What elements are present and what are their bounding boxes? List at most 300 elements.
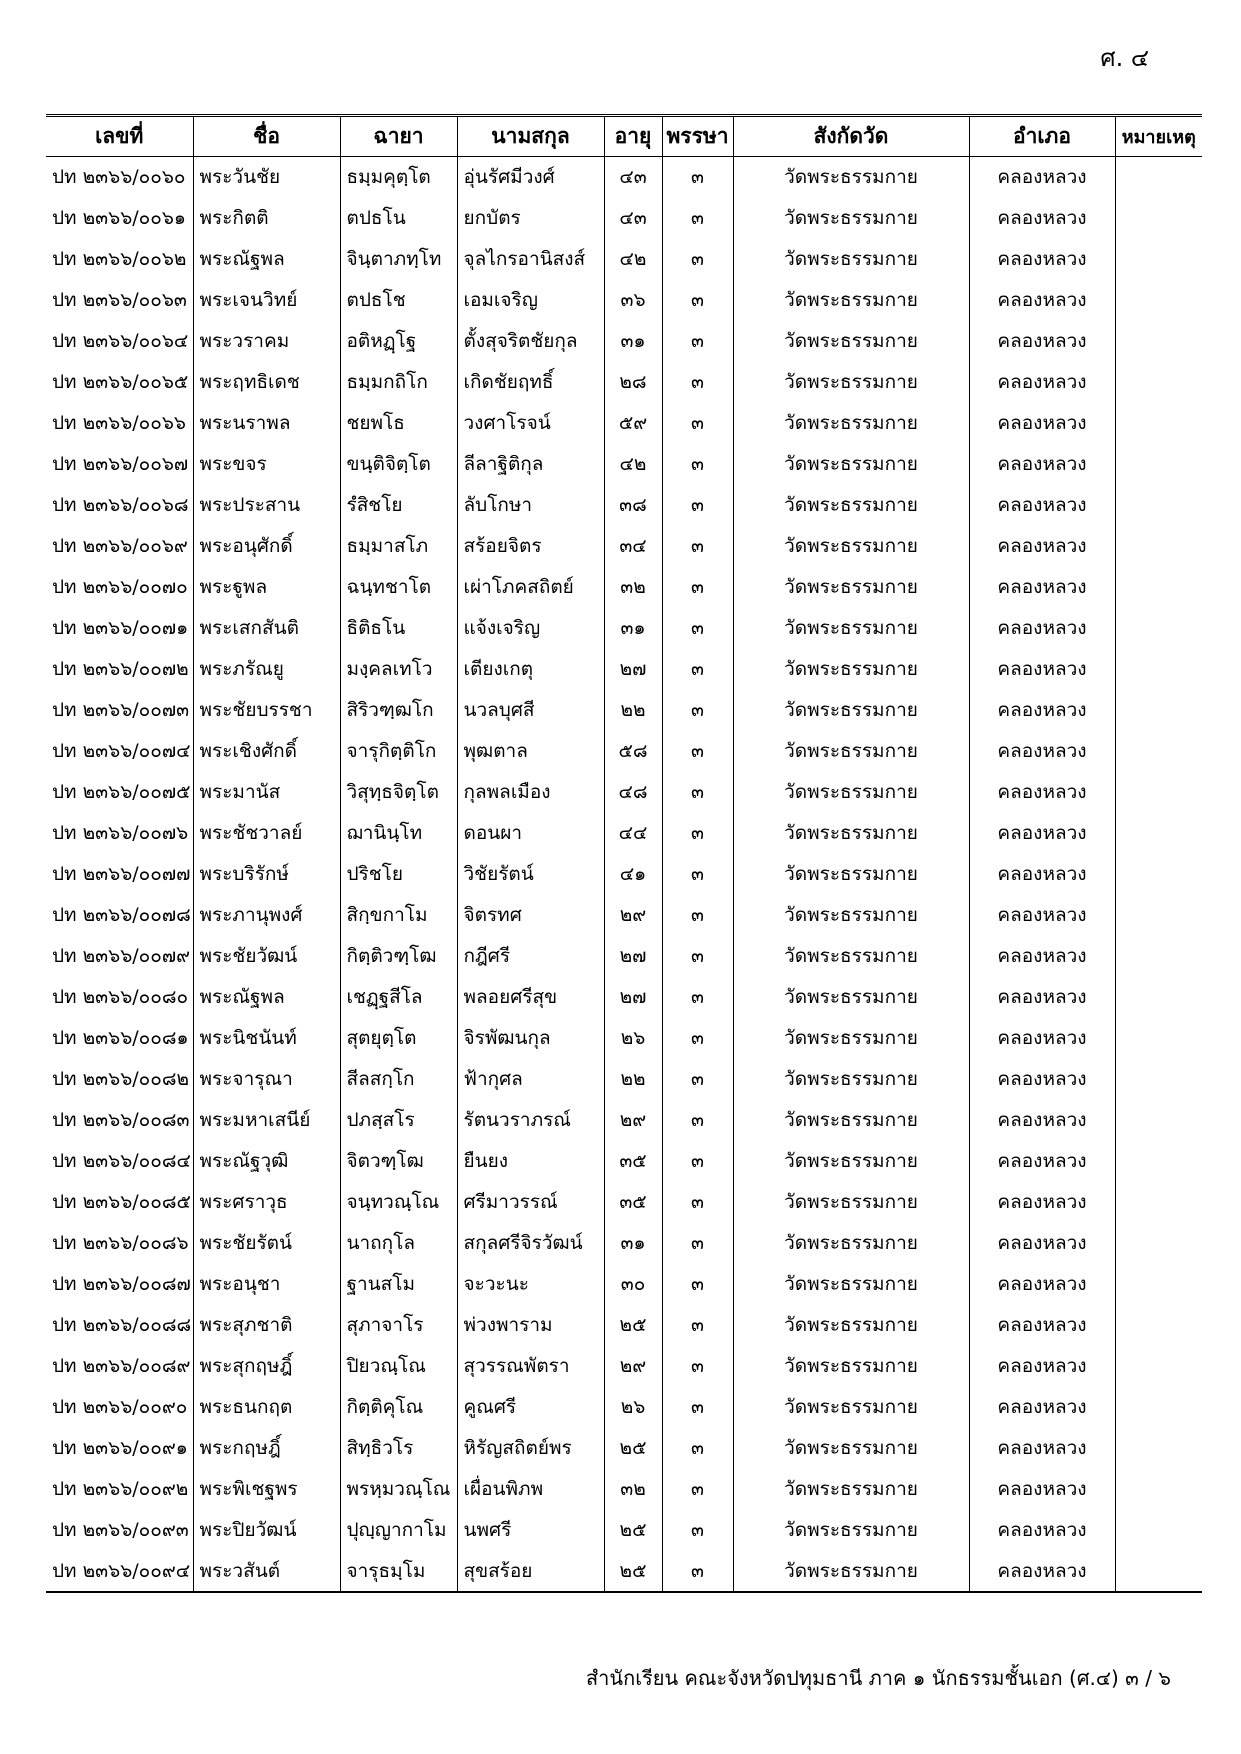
- cell-number: ปท ๒๓๖๖/๐๐๘๒: [46, 1059, 193, 1100]
- cell-name: พระอนุชา: [193, 1264, 340, 1305]
- cell-district: คลองหลวง: [969, 485, 1115, 526]
- cell-pansa: ๓: [662, 813, 733, 854]
- cell-name: พระมานัส: [193, 772, 340, 813]
- cell-pansa: ๓: [662, 1059, 733, 1100]
- cell-name: พระนราพล: [193, 403, 340, 444]
- cell-age: ๓๘: [604, 485, 662, 526]
- cell-chaya: สุภาจาโร: [340, 1305, 457, 1346]
- cell-age: ๔๓: [604, 157, 662, 198]
- cell-district: คลองหลวง: [969, 895, 1115, 936]
- column-header-remark: หมายเหตุ: [1115, 116, 1202, 157]
- cell-district: คลองหลวง: [969, 1469, 1115, 1510]
- cell-name: พระชัยบรรชา: [193, 690, 340, 731]
- cell-chaya: สีลสกฺโก: [340, 1059, 457, 1100]
- cell-temple: วัดพระธรรมกาย: [733, 895, 969, 936]
- cell-chaya: ธมฺมคุตฺโต: [340, 157, 457, 198]
- cell-remark: [1115, 895, 1202, 936]
- cell-age: ๔๑: [604, 854, 662, 895]
- cell-surname: ยืนยง: [457, 1141, 604, 1182]
- cell-temple: วัดพระธรรมกาย: [733, 936, 969, 977]
- cell-surname: พลอยศรีสุข: [457, 977, 604, 1018]
- table-row: [46, 649, 1202, 690]
- cell-pansa: ๓: [662, 1100, 733, 1141]
- cell-remark: [1115, 157, 1202, 198]
- cell-temple: วัดพระธรรมกาย: [733, 690, 969, 731]
- cell-pansa: ๓: [662, 772, 733, 813]
- cell-number: ปท ๒๓๖๖/๐๐๗๖: [46, 813, 193, 854]
- cell-remark: [1115, 1141, 1202, 1182]
- cell-name: พระภานุพงศ์: [193, 895, 340, 936]
- cell-age: ๒๗: [604, 977, 662, 1018]
- table-row: [46, 1100, 1202, 1141]
- cell-district: คลองหลวง: [969, 321, 1115, 362]
- cell-temple: วัดพระธรรมกาย: [733, 608, 969, 649]
- cell-district: คลองหลวง: [969, 1182, 1115, 1223]
- cell-name: พระณัฐพล: [193, 239, 340, 280]
- cell-age: ๔๒: [604, 239, 662, 280]
- cell-temple: วัดพระธรรมกาย: [733, 1305, 969, 1346]
- page-footer: สำนักเรียน คณะจังหวัดปทุมธานี ภาค ๑ นักธรรมชั้นเอก (ศ.๔) ๓ / ๖: [585, 1666, 1171, 1690]
- cell-temple: วัดพระธรรมกาย: [733, 321, 969, 362]
- cell-pansa: ๓: [662, 567, 733, 608]
- cell-number: ปท ๒๓๖๖/๐๐๗๒: [46, 649, 193, 690]
- table-row: [46, 526, 1202, 567]
- cell-name: พระชัชวาลย์: [193, 813, 340, 854]
- table-row: [46, 1469, 1202, 1510]
- cell-pansa: ๓: [662, 608, 733, 649]
- cell-district: คลองหลวง: [969, 1018, 1115, 1059]
- cell-name: พระฐูพล: [193, 567, 340, 608]
- cell-remark: [1115, 1428, 1202, 1469]
- cell-age: ๔๘: [604, 772, 662, 813]
- cell-number: ปท ๒๓๖๖/๐๐๗๔: [46, 731, 193, 772]
- cell-chaya: สิกฺขกาโม: [340, 895, 457, 936]
- cell-temple: วัดพระธรรมกาย: [733, 362, 969, 403]
- cell-surname: วิชัยรัตน์: [457, 854, 604, 895]
- cell-name: พระภรัณยู: [193, 649, 340, 690]
- cell-chaya: ธมฺมาสโภ: [340, 526, 457, 567]
- cell-chaya: พรหฺมวณฺโณ: [340, 1469, 457, 1510]
- table-row: [46, 1264, 1202, 1305]
- table-row: [46, 321, 1202, 362]
- cell-temple: วัดพระธรรมกาย: [733, 198, 969, 239]
- table-row: [46, 977, 1202, 1018]
- cell-name: พระเชิงศักดิ์: [193, 731, 340, 772]
- cell-remark: [1115, 1510, 1202, 1551]
- cell-age: ๓๕: [604, 1182, 662, 1223]
- cell-remark: [1115, 485, 1202, 526]
- cell-pansa: ๓: [662, 731, 733, 772]
- table-row: [46, 239, 1202, 280]
- cell-surname: พ่วงพาราม: [457, 1305, 604, 1346]
- cell-surname: สกุลศรีจิรวัฒน์: [457, 1223, 604, 1264]
- cell-age: ๓๐: [604, 1264, 662, 1305]
- table-row: [46, 1018, 1202, 1059]
- cell-temple: วัดพระธรรมกาย: [733, 854, 969, 895]
- cell-pansa: ๓: [662, 526, 733, 567]
- cell-district: คลองหลวง: [969, 444, 1115, 485]
- table-row: [46, 485, 1202, 526]
- cell-name: พระวสันต์: [193, 1551, 340, 1592]
- cell-chaya: จนฺทวณฺโณ: [340, 1182, 457, 1223]
- cell-temple: วัดพระธรรมกาย: [733, 813, 969, 854]
- cell-district: คลองหลวง: [969, 403, 1115, 444]
- cell-district: คลองหลวง: [969, 1510, 1115, 1551]
- table-row: [46, 731, 1202, 772]
- cell-name: พระชัยวัฒน์: [193, 936, 340, 977]
- table-row: [46, 157, 1202, 198]
- cell-district: คลองหลวง: [969, 731, 1115, 772]
- cell-district: คลองหลวง: [969, 608, 1115, 649]
- cell-name: พระปิยวัฒน์: [193, 1510, 340, 1551]
- cell-remark: [1115, 1469, 1202, 1510]
- cell-pansa: ๓: [662, 1141, 733, 1182]
- cell-pansa: ๓: [662, 362, 733, 403]
- cell-age: ๒๖: [604, 1387, 662, 1428]
- column-header-number: เลขที่: [46, 116, 193, 157]
- cell-chaya: สิทฺธิวโร: [340, 1428, 457, 1469]
- cell-pansa: ๓: [662, 977, 733, 1018]
- cell-district: คลองหลวง: [969, 1264, 1115, 1305]
- cell-temple: วัดพระธรรมกาย: [733, 1223, 969, 1264]
- cell-chaya: ปิยวณฺโณ: [340, 1346, 457, 1387]
- cell-chaya: ฌานินฺโท: [340, 813, 457, 854]
- cell-temple: วัดพระธรรมกาย: [733, 1059, 969, 1100]
- table-row: [46, 813, 1202, 854]
- cell-age: ๓๑: [604, 608, 662, 649]
- table-row: [46, 1387, 1202, 1428]
- cell-number: ปท ๒๓๖๖/๐๐๗๐: [46, 567, 193, 608]
- cell-pansa: ๓: [662, 1305, 733, 1346]
- cell-age: ๒๖: [604, 1018, 662, 1059]
- cell-chaya: นาถกุโล: [340, 1223, 457, 1264]
- cell-number: ปท ๒๓๖๖/๐๐๘๕: [46, 1182, 193, 1223]
- cell-chaya: รํสิชโย: [340, 485, 457, 526]
- cell-chaya: จินฺตาภทฺโท: [340, 239, 457, 280]
- cell-number: ปท ๒๓๖๖/๐๐๙๓: [46, 1510, 193, 1551]
- cell-pansa: ๓: [662, 280, 733, 321]
- cell-remark: [1115, 403, 1202, 444]
- cell-chaya: จิตวฑฺโฒ: [340, 1141, 457, 1182]
- cell-chaya: ปริชโย: [340, 854, 457, 895]
- cell-name: พระชัยรัตน์: [193, 1223, 340, 1264]
- cell-temple: วัดพระธรรมกาย: [733, 649, 969, 690]
- cell-pansa: ๓: [662, 1018, 733, 1059]
- cell-number: ปท ๒๓๖๖/๐๐๗๕: [46, 772, 193, 813]
- table-row: [46, 1182, 1202, 1223]
- cell-name: พระวราคม: [193, 321, 340, 362]
- cell-district: คลองหลวง: [969, 1387, 1115, 1428]
- cell-remark: [1115, 1387, 1202, 1428]
- cell-name: พระฤทธิเดช: [193, 362, 340, 403]
- cell-age: ๒๕: [604, 1551, 662, 1592]
- cell-district: คลองหลวง: [969, 280, 1115, 321]
- table-row: [46, 1059, 1202, 1100]
- cell-age: ๒๕: [604, 1510, 662, 1551]
- cell-surname: คูณศรี: [457, 1387, 604, 1428]
- cell-temple: วัดพระธรรมกาย: [733, 280, 969, 321]
- cell-chaya: เชฏฺฐสีโล: [340, 977, 457, 1018]
- cell-surname: ศรีมาวรรณ์: [457, 1182, 604, 1223]
- cell-chaya: กิตฺติวฑฺโฒ: [340, 936, 457, 977]
- student-roster-table: [46, 114, 1202, 1593]
- cell-age: ๕๙: [604, 403, 662, 444]
- cell-remark: [1115, 608, 1202, 649]
- column-header-surname: นามสกุล: [457, 116, 604, 157]
- cell-temple: วัดพระธรรมกาย: [733, 977, 969, 1018]
- cell-remark: [1115, 1182, 1202, 1223]
- cell-number: ปท ๒๓๖๖/๐๐๙๐: [46, 1387, 193, 1428]
- cell-age: ๓๒: [604, 567, 662, 608]
- table-row: [46, 280, 1202, 321]
- cell-district: คลองหลวง: [969, 649, 1115, 690]
- cell-number: ปท ๒๓๖๖/๐๐๘๐: [46, 977, 193, 1018]
- cell-age: ๒๘: [604, 362, 662, 403]
- cell-pansa: ๓: [662, 1264, 733, 1305]
- cell-surname: จุลไกรอานิสงส์: [457, 239, 604, 280]
- cell-pansa: ๓: [662, 1428, 733, 1469]
- table-row: [46, 444, 1202, 485]
- cell-pansa: ๓: [662, 690, 733, 731]
- cell-surname: ดอนผา: [457, 813, 604, 854]
- cell-remark: [1115, 813, 1202, 854]
- cell-chaya: ตปธโช: [340, 280, 457, 321]
- cell-remark: [1115, 1264, 1202, 1305]
- cell-number: ปท ๒๓๖๖/๐๐๙๒: [46, 1469, 193, 1510]
- cell-remark: [1115, 649, 1202, 690]
- cell-surname: แจ้งเจริญ: [457, 608, 604, 649]
- table-row: [46, 854, 1202, 895]
- cell-temple: วัดพระธรรมกาย: [733, 403, 969, 444]
- cell-pansa: ๓: [662, 444, 733, 485]
- cell-district: คลองหลวง: [969, 977, 1115, 1018]
- cell-district: คลองหลวง: [969, 1223, 1115, 1264]
- cell-district: คลองหลวง: [969, 813, 1115, 854]
- cell-remark: [1115, 936, 1202, 977]
- cell-district: คลองหลวง: [969, 1305, 1115, 1346]
- cell-number: ปท ๒๓๖๖/๐๐๖๔: [46, 321, 193, 362]
- cell-chaya: สุตยุตฺโต: [340, 1018, 457, 1059]
- column-header-age: อายุ: [604, 116, 662, 157]
- cell-age: ๒๕: [604, 1305, 662, 1346]
- table-row: [46, 772, 1202, 813]
- cell-name: พระสุกฤษฎิ์: [193, 1346, 340, 1387]
- column-header-pansa: พรรษา: [662, 116, 733, 157]
- cell-chaya: จารุธมฺโม: [340, 1551, 457, 1592]
- cell-temple: วัดพระธรรมกาย: [733, 1428, 969, 1469]
- cell-pansa: ๓: [662, 485, 733, 526]
- cell-chaya: ธิติธโน: [340, 608, 457, 649]
- cell-temple: วัดพระธรรมกาย: [733, 567, 969, 608]
- cell-name: พระวันชัย: [193, 157, 340, 198]
- cell-district: คลองหลวง: [969, 1141, 1115, 1182]
- cell-remark: [1115, 567, 1202, 608]
- cell-temple: วัดพระธรรมกาย: [733, 1018, 969, 1059]
- cell-remark: [1115, 526, 1202, 567]
- cell-name: พระมหาเสนีย์: [193, 1100, 340, 1141]
- cell-pansa: ๓: [662, 649, 733, 690]
- cell-name: พระอนุศักดิ์: [193, 526, 340, 567]
- cell-age: ๒๗: [604, 936, 662, 977]
- cell-surname: สร้อยจิตร: [457, 526, 604, 567]
- cell-name: พระบริรักษ์: [193, 854, 340, 895]
- cell-district: คลองหลวง: [969, 854, 1115, 895]
- cell-name: พระขจร: [193, 444, 340, 485]
- cell-number: ปท ๒๓๖๖/๐๐๗๘: [46, 895, 193, 936]
- page-code: ศ. ๔: [1100, 44, 1149, 72]
- cell-name: พระเสกสันติ: [193, 608, 340, 649]
- header-row: [46, 116, 1202, 157]
- cell-pansa: ๓: [662, 895, 733, 936]
- cell-remark: [1115, 1346, 1202, 1387]
- cell-district: คลองหลวง: [969, 772, 1115, 813]
- cell-chaya: กิตฺติคุโณ: [340, 1387, 457, 1428]
- cell-remark: [1115, 1018, 1202, 1059]
- cell-name: พระพิเชฐพร: [193, 1469, 340, 1510]
- cell-chaya: ฐานสโม: [340, 1264, 457, 1305]
- cell-chaya: ปภสฺสโร: [340, 1100, 457, 1141]
- cell-surname: นพศรี: [457, 1510, 604, 1551]
- cell-district: คลองหลวง: [969, 1346, 1115, 1387]
- cell-remark: [1115, 772, 1202, 813]
- cell-temple: วัดพระธรรมกาย: [733, 526, 969, 567]
- cell-district: คลองหลวง: [969, 157, 1115, 198]
- column-header-district: อำเภอ: [969, 116, 1115, 157]
- cell-district: คลองหลวง: [969, 239, 1115, 280]
- cell-number: ปท ๒๓๖๖/๐๐๙๑: [46, 1428, 193, 1469]
- cell-pansa: ๓: [662, 239, 733, 280]
- cell-surname: นวลบุศสี: [457, 690, 604, 731]
- table-row: [46, 1510, 1202, 1551]
- cell-surname: เผื่อนพิภพ: [457, 1469, 604, 1510]
- cell-district: คลองหลวง: [969, 936, 1115, 977]
- cell-age: ๓๕: [604, 1141, 662, 1182]
- cell-age: ๓๔: [604, 526, 662, 567]
- table-row: [46, 403, 1202, 444]
- cell-remark: [1115, 1100, 1202, 1141]
- cell-number: ปท ๒๓๖๖/๐๐๖๕: [46, 362, 193, 403]
- cell-remark: [1115, 362, 1202, 403]
- cell-surname: วงศาโรจน์: [457, 403, 604, 444]
- cell-number: ปท ๒๓๖๖/๐๐๖๘: [46, 485, 193, 526]
- cell-temple: วัดพระธรรมกาย: [733, 157, 969, 198]
- cell-temple: วัดพระธรรมกาย: [733, 1469, 969, 1510]
- cell-age: ๓๑: [604, 1223, 662, 1264]
- cell-temple: วัดพระธรรมกาย: [733, 1510, 969, 1551]
- column-header-chaya: ฉายา: [340, 116, 457, 157]
- cell-surname: ตั้งสุจริตชัยกุล: [457, 321, 604, 362]
- cell-district: คลองหลวง: [969, 567, 1115, 608]
- cell-number: ปท ๒๓๖๖/๐๐๘๘: [46, 1305, 193, 1346]
- cell-age: ๒๙: [604, 1100, 662, 1141]
- cell-temple: วัดพระธรรมกาย: [733, 731, 969, 772]
- cell-age: ๔๔: [604, 813, 662, 854]
- cell-chaya: จารุกิตฺติโก: [340, 731, 457, 772]
- cell-temple: วัดพระธรรมกาย: [733, 1100, 969, 1141]
- cell-district: คลองหลวง: [969, 362, 1115, 403]
- cell-surname: จะวะนะ: [457, 1264, 604, 1305]
- cell-chaya: สิริวฑฺฒโก: [340, 690, 457, 731]
- cell-chaya: อติหฏฺโฐ: [340, 321, 457, 362]
- table-row: [46, 567, 1202, 608]
- cell-age: ๒๙: [604, 895, 662, 936]
- table-row: [46, 936, 1202, 977]
- cell-pansa: ๓: [662, 1387, 733, 1428]
- cell-chaya: มงฺคลเทโว: [340, 649, 457, 690]
- cell-pansa: ๓: [662, 157, 733, 198]
- cell-temple: วัดพระธรรมกาย: [733, 1182, 969, 1223]
- cell-surname: อุ่นรัศมีวงศ์: [457, 157, 604, 198]
- cell-name: พระกิตติ: [193, 198, 340, 239]
- cell-pansa: ๓: [662, 1510, 733, 1551]
- cell-number: ปท ๒๓๖๖/๐๐๖๖: [46, 403, 193, 444]
- cell-age: ๓๑: [604, 321, 662, 362]
- cell-remark: [1115, 690, 1202, 731]
- cell-temple: วัดพระธรรมกาย: [733, 1346, 969, 1387]
- cell-chaya: ตปธโน: [340, 198, 457, 239]
- cell-pansa: ๓: [662, 1346, 733, 1387]
- cell-number: ปท ๒๓๖๖/๐๐๖๑: [46, 198, 193, 239]
- cell-number: ปท ๒๓๖๖/๐๐๖๗: [46, 444, 193, 485]
- cell-temple: วัดพระธรรมกาย: [733, 444, 969, 485]
- cell-pansa: ๓: [662, 1551, 733, 1592]
- cell-surname: เอมเจริญ: [457, 280, 604, 321]
- table-row: [46, 1223, 1202, 1264]
- cell-age: ๒๗: [604, 649, 662, 690]
- cell-number: ปท ๒๓๖๖/๐๐๘๙: [46, 1346, 193, 1387]
- cell-surname: ยกบัตร: [457, 198, 604, 239]
- cell-district: คลองหลวง: [969, 1100, 1115, 1141]
- cell-age: ๒๒: [604, 690, 662, 731]
- cell-name: พระกฤษฎิ์: [193, 1428, 340, 1469]
- cell-district: คลองหลวง: [969, 1428, 1115, 1469]
- cell-pansa: ๓: [662, 1182, 733, 1223]
- cell-number: ปท ๒๓๖๖/๐๐๙๔: [46, 1551, 193, 1592]
- cell-district: คลองหลวง: [969, 690, 1115, 731]
- cell-number: ปท ๒๓๖๖/๐๐๘๓: [46, 1100, 193, 1141]
- cell-pansa: ๓: [662, 403, 733, 444]
- cell-remark: [1115, 854, 1202, 895]
- cell-surname: สุวรรณพัตรา: [457, 1346, 604, 1387]
- table-row: [46, 1141, 1202, 1182]
- cell-age: ๓๖: [604, 280, 662, 321]
- cell-number: ปท ๒๓๖๖/๐๐๘๔: [46, 1141, 193, 1182]
- table-row: [46, 1305, 1202, 1346]
- cell-name: พระนิชนันท์: [193, 1018, 340, 1059]
- cell-remark: [1115, 444, 1202, 485]
- cell-district: คลองหลวง: [969, 526, 1115, 567]
- cell-pansa: ๓: [662, 321, 733, 362]
- column-header-name: ชื่อ: [193, 116, 340, 157]
- cell-age: ๒๙: [604, 1346, 662, 1387]
- cell-number: ปท ๒๓๖๖/๐๐๗๗: [46, 854, 193, 895]
- cell-temple: วัดพระธรรมกาย: [733, 1264, 969, 1305]
- cell-remark: [1115, 1551, 1202, 1592]
- cell-name: พระประสาน: [193, 485, 340, 526]
- cell-age: ๕๘: [604, 731, 662, 772]
- cell-chaya: ธมฺมกถิโก: [340, 362, 457, 403]
- cell-surname: หิรัญสถิตย์พร: [457, 1428, 604, 1469]
- cell-surname: จิรพัฒนกุล: [457, 1018, 604, 1059]
- cell-temple: วัดพระธรรมกาย: [733, 1551, 969, 1592]
- cell-number: ปท ๒๓๖๖/๐๐๖๐: [46, 157, 193, 198]
- cell-remark: [1115, 731, 1202, 772]
- cell-number: ปท ๒๓๖๖/๐๐๘๑: [46, 1018, 193, 1059]
- cell-remark: [1115, 321, 1202, 362]
- cell-number: ปท ๒๓๖๖/๐๐๗๙: [46, 936, 193, 977]
- cell-temple: วัดพระธรรมกาย: [733, 485, 969, 526]
- cell-age: ๔๒: [604, 444, 662, 485]
